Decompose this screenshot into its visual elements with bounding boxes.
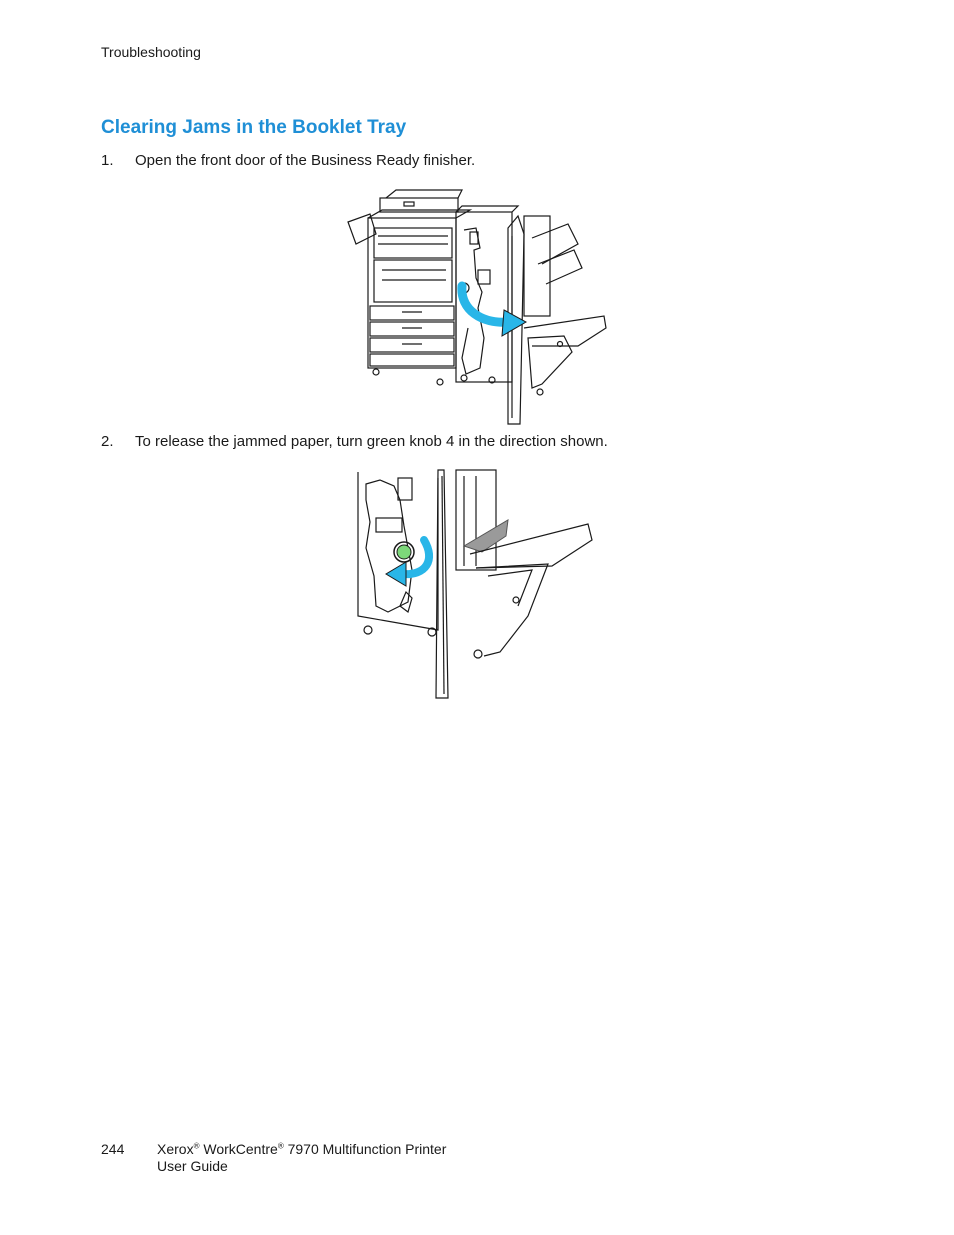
page-title: Clearing Jams in the Booklet Tray — [101, 117, 407, 138]
step-2-text: To release the jammed paper, turn green knob 4 in the direction shown. — [135, 433, 608, 450]
product-name — [157, 1141, 446, 1175]
running-header: Troubleshooting — [101, 44, 201, 60]
finisher-door-open-illustration — [342, 188, 610, 430]
step-1-number: 1. — [101, 152, 114, 169]
guide-name: User Guide — [157, 1158, 228, 1174]
page-number: 244 — [101, 1141, 125, 1157]
brand-name: Xerox — [157, 1141, 194, 1157]
product-line: WorkCentre — [203, 1141, 278, 1157]
green-knob-4-illustration — [352, 466, 596, 702]
step-1-text: Open the front door of the Business Ready finisher. — [135, 152, 476, 169]
model-name: 7970 Multifunction Printer — [287, 1141, 447, 1157]
step-2-number: 2. — [101, 433, 114, 450]
registered-mark: ® — [277, 1141, 284, 1151]
registered-mark: ® — [193, 1141, 200, 1151]
